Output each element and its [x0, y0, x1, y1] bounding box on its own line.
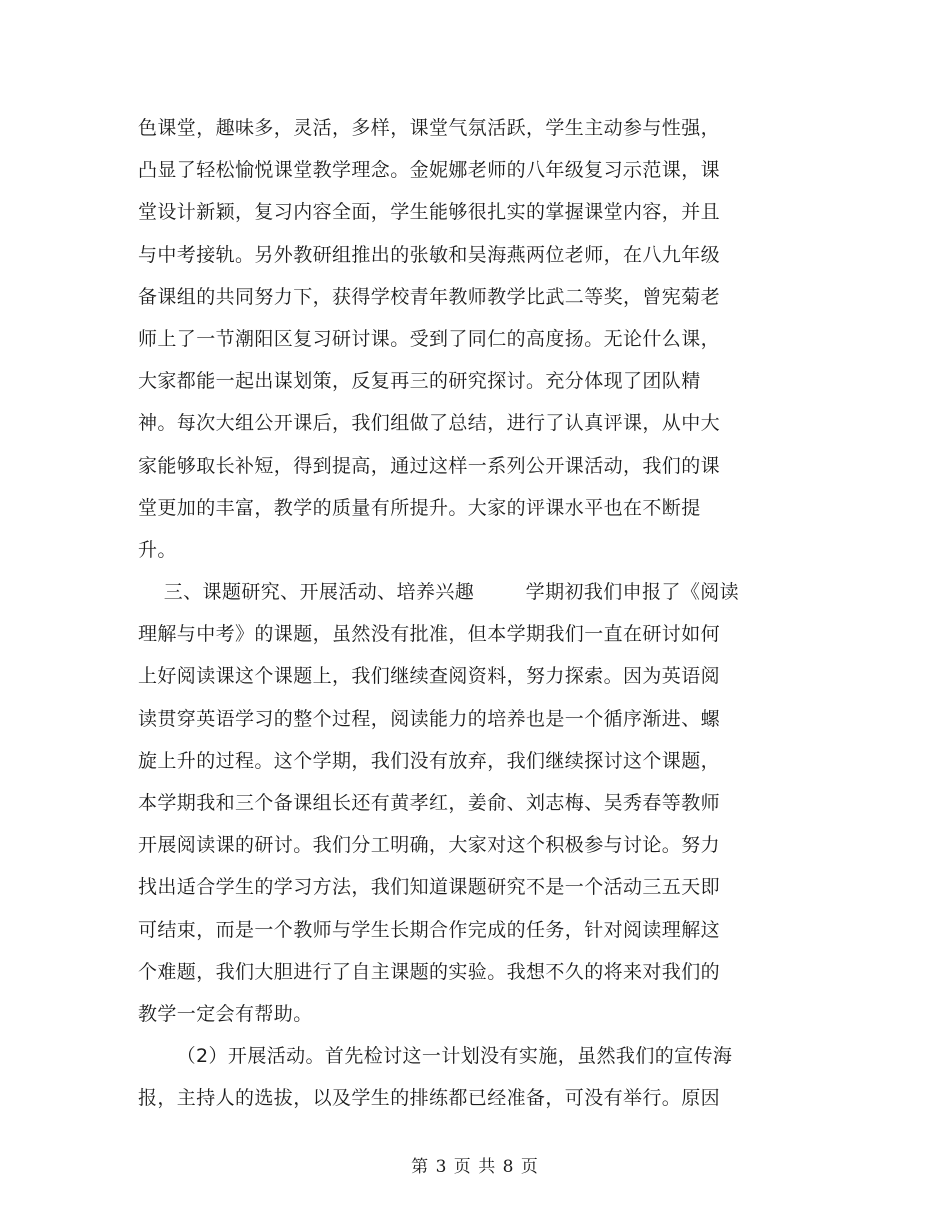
section-heading-line: 三、课题研究、开展活动、培养兴趣 学期初我们申报了《阅读 — [138, 581, 740, 604]
text-line: 备课组的共同努力下，获得学校青年教师教学比武二等奖，曾宪菊老 — [138, 285, 721, 308]
page-footer: 第 3 页 共 8 页 — [411, 1157, 539, 1177]
text-line: 凸显了轻松愉悦课堂教学理念。金妮娜老师的八年级复习示范课，课 — [138, 159, 721, 182]
text-line: 升。 — [138, 538, 177, 561]
text-line: 读贯穿英语学习的整个过程，阅读能力的培养也是一个循序渐进、螺 — [138, 707, 721, 730]
text-line: 可结束，而是一个教师与学生长期合作完成的任务，针对阅读理解这 — [138, 918, 721, 941]
text-line: 个难题，我们大胆进行了自主课题的实验。我想不久的将来对我们的 — [138, 960, 721, 983]
text-line: 上好阅读课这个课题上，我们继续查阅资料，努力探索。因为英语阅 — [138, 665, 721, 688]
body-text — [138, 107, 818, 1120]
text-line: 教学一定会有帮助。 — [138, 1002, 313, 1025]
text-line: 堂设计新颖，复习内容全面，学生能够很扎实的掌握课堂内容，并且 — [138, 201, 721, 224]
text-line: 开展阅读课的研讨。我们分工明确，大家对这个积极参与讨论。努力 — [138, 834, 721, 857]
text-line: 堂更加的丰富，教学的质量有所提升。大家的评课水平也在不断提 — [138, 496, 701, 519]
text-line: 本学期我和三个备课组长还有黄孝红，姜俞、刘志梅、吴秀春等教师 — [138, 792, 721, 814]
text-line: （2）开展活动。首先检讨这一计划没有实施，虽然我们的宣传海 — [138, 1045, 733, 1068]
text-line: 理解与中考》的课题，虽然没有批准，但本学期我们一直在研讨如何 — [138, 623, 721, 646]
text-line: 旋上升的过程。这个学期，我们没有放弃，我们继续探讨这个课题， — [138, 749, 721, 772]
text-line: 神。每次大组公开课后，我们组做了总结，进行了认真评课，从中大 — [138, 412, 721, 435]
text-line: 大家都能一起出谋划策，反复再三的研究探讨。充分体现了团队精 — [138, 370, 701, 393]
text-line: 与中考接轨。另外教研组推出的张敏和吴海燕两位老师，在八九年级 — [138, 243, 721, 266]
text-line: 家能够取长补短，得到提高，通过这样一系列公开课活动，我们的课 — [138, 454, 721, 477]
text-line: 师上了一节潮阳区复习研讨课。受到了同仁的高度扬。无论什么课， — [138, 327, 721, 350]
text-line: 报，主持人的选拔，以及学生的排练都已经准备，可没有举行。原因 — [138, 1087, 721, 1110]
text-line: 色课堂，趣味多，灵活，多样，课堂气氛活跃，学生主动参与性强， — [138, 117, 721, 139]
text-line: 找出适合学生的学习方法，我们知道课题研究不是一个活动三五天即 — [138, 876, 721, 899]
